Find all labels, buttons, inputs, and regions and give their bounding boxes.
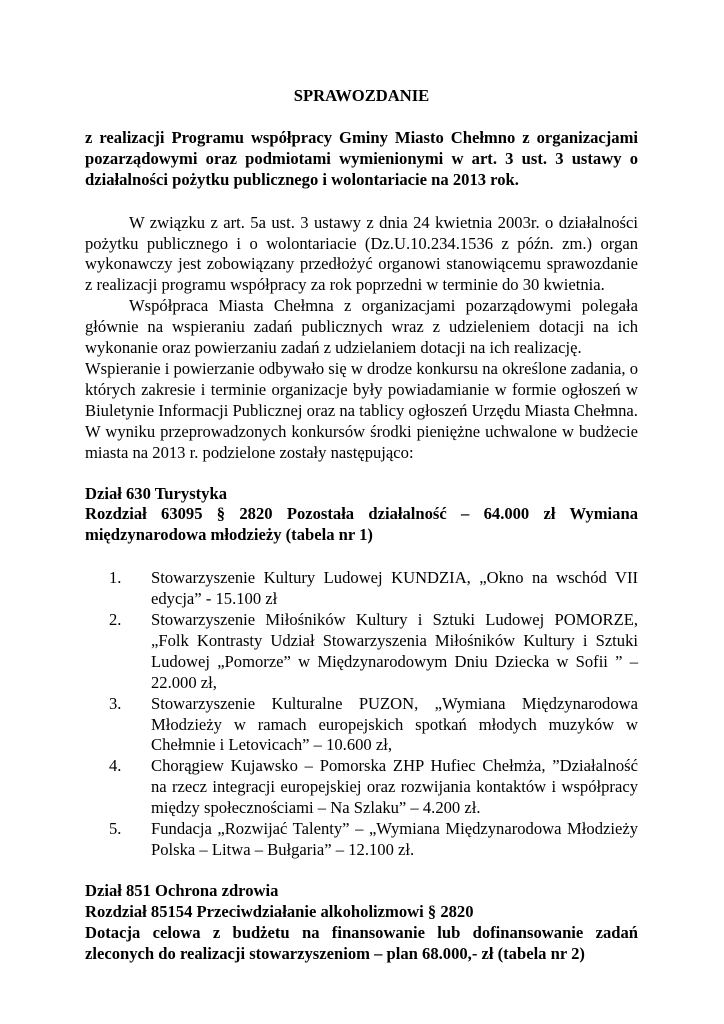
section-health: [85, 881, 638, 965]
list-item: [85, 610, 638, 694]
intro-paragraph: W związku z art. 5a ust. 3 ustawy z dnia 24 kwietnia 2003r. o działalności pożytku publicznego i o wolontariacie (Dz.U.10.234.1536 z późn. zm.) organ wykonawczy jest zobowiązany przedłożyć organowi stanowiącemu sprawozdanie z realizacji programu współpracy za rok poprzedni w terminie do 30 kwietnia.: [85, 212, 638, 295]
results-paragraph: W wyniku przeprowadzonych konkursów środki pieniężne uchwalone w budżecie miasta na 2013 r. podzielone zostały następująco:: [85, 421, 638, 462]
list-item: [85, 819, 638, 861]
section-health-heading: Dział 851 Ochrona zdrowia: [85, 880, 279, 900]
list-item-text: Stowarzyszenie Kultury Ludowej KUNDZIA, „Okno na wschód VII edycja” - 15.100 zł: [151, 568, 638, 609]
section-health-description: Dotacja celowa z budżetu na finansowanie lub dofinansowanie zadań zleconych do realizacji stowarzyszeniom – plan 68.000,- zł (tabela nr 2): [85, 922, 638, 963]
grant-list: [85, 568, 638, 861]
list-item: [85, 568, 638, 610]
document-title: SPRAWOZDANIE: [293, 86, 430, 105]
list-item: [85, 694, 638, 757]
list-item-text: Stowarzyszenie Miłośników Kultury i Sztuki Ludowej POMORZE, „Folk Kontrasty Udział Stowarzyszenia Miłośników Kultury i Sztuki Ludowej „Pomorze” w Międzynarodowym Dniu Dziecka w Sofii ” – 22.000 zł,: [151, 610, 638, 692]
list-item-number: 4.: [109, 756, 122, 776]
list-item-number: 2.: [109, 610, 122, 630]
list-item: [85, 756, 638, 819]
list-item-number: 3.: [109, 693, 122, 713]
list-item-text: Stowarzyszenie Kulturalne PUZON, „Wymiana Międzynarodowa Młodzieży w ramach europejskich spotkań młodych muzyków w Chełmnie i Letovicach” – 10.600 zł,: [151, 693, 638, 755]
section-tourism-heading: Dział 630 Turystyka: [85, 483, 227, 503]
document-subtitle: z realizacji Programu współpracy Gminy Miasto Chełmno z organizacjami pozarządowymi oraz podmiotami wymienionymi w art. 3 ust. 3 ustawy o działalności pożytku publicznego i wolontariacie na 2013 rok.: [85, 127, 638, 189]
list-item-text: Fundacja „Rozwijać Talenty” – „Wymiana Międzynarodowa Młodzieży Polska – Litwa – Bułgaria” – 12.100 zł.: [151, 819, 638, 859]
support-paragraph: Wspieranie i powierzanie odbywało się w drodze konkursu na określone zadania, o których zakresie i terminie organizacje były powiadamianie w formie ogłoszeń w Biuletynie Informacji Publicznej oraz na tablicy ogłoszeń Urzędu Miasta Chełmna.: [85, 358, 638, 420]
document-page: [85, 86, 638, 965]
section-tourism-subheading: Rozdział 63095 § 2820 Pozostała działalność – 64.000 zł Wymiana międzynarodowa młodzieży (tabela nr 1): [85, 504, 638, 545]
list-item-text: Chorągiew Kujawsko – Pomorska ZHP Hufiec Chełmża, ”Działalność na rzecz integracji europejskiej oraz rozwijania kontaktów i współpracy między społecznościami – Na Szlaku” – 4.200 zł.: [151, 756, 638, 818]
list-item-number: 5.: [109, 819, 122, 839]
section-tourism: [85, 484, 638, 547]
cooperation-paragraph: Współpraca Miasta Chełmna z organizacjami pozarządowymi polegała głównie na wspieraniu zadań publicznych wraz z udzieleniem dotacji na ich wykonanie oraz powierzaniu zadań z udzielaniem dotacji na ich realizację.: [85, 296, 638, 358]
list-item-number: 1.: [109, 568, 122, 588]
section-health-subheading: Rozdział 85154 Przeciwdziałanie alkoholizmowi § 2820: [85, 901, 474, 921]
